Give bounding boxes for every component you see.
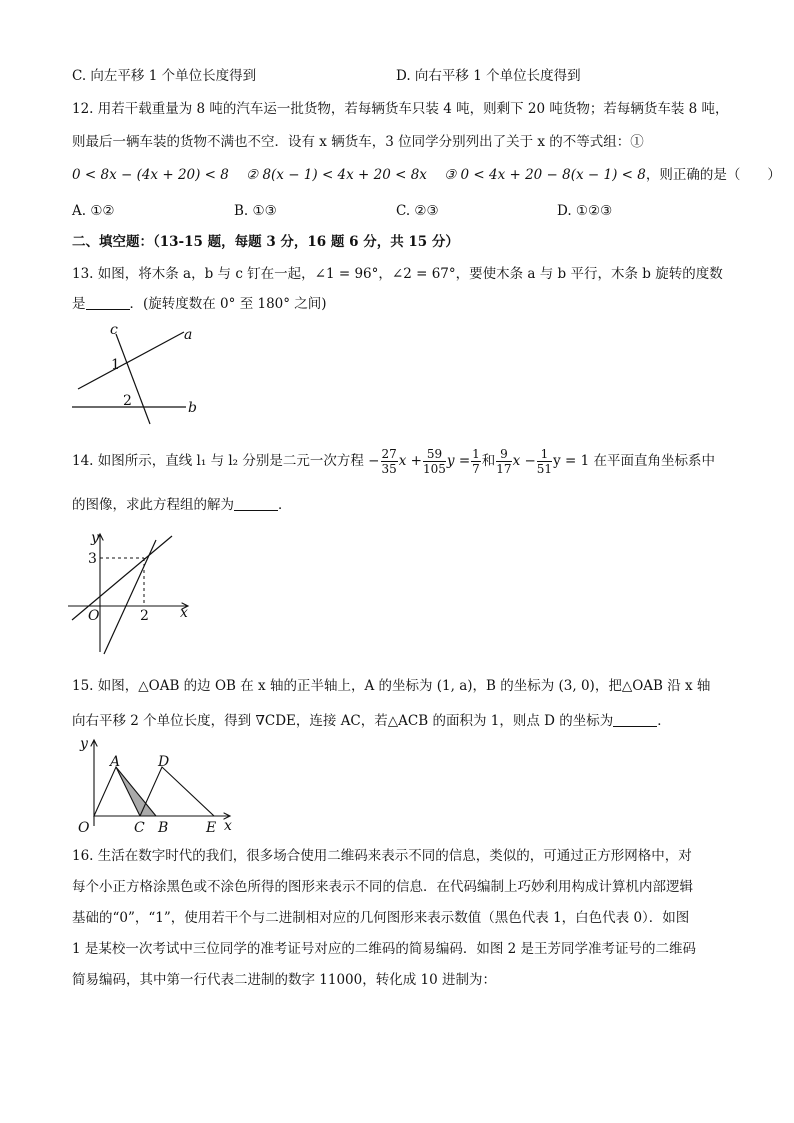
label-y-axis: y [80,736,88,752]
q15-line2-prefix: 向右平移 2 个单位长度，得到 ∇CDE，连接 AC，若△ACB 的面积为 1，则点 D 的坐标为 [72,713,614,729]
q13-line2-prefix: 是 [72,296,86,312]
q12-option-a: A. ①② [72,203,115,219]
q14-f4-den: 17 [496,462,512,476]
q14-f1-den: 35 [381,462,397,476]
q14-fraction-3 [471,447,481,476]
q14-fraction-5 [537,447,552,476]
q14-f5-den: 51 [536,462,553,476]
label-a: a [184,327,193,343]
q14-mid3: 和 [481,453,496,469]
q12-inequalities [72,165,781,185]
label-b: b [188,400,197,416]
q14-fraction-4 [496,447,511,476]
q14-f2-den: 105 [423,462,446,476]
q14-stem-line1 [72,444,715,478]
q16-stem-line5: 简易编码，其中第一行代表二进制的数字 11000，转化成 10 进制为： [72,972,496,988]
q13-stem-line2 [72,294,327,314]
label-angle-1: 1 [111,357,120,373]
q12-inequality-2: ② 8(x − 1) < 4x + 20 < 8x [246,167,427,183]
label-b: B [158,820,169,836]
figure-q14-coordinate-lines [64,528,204,658]
q16-stem-line3: 基础的“0”，“1”，使用若干个与二进制相对应的几何图形来表示数值（黑色代表 1，白色代表 0）．如图 [72,910,690,926]
q15-answer-blank [613,712,657,727]
label-y-axis: y [91,530,99,546]
label-o: O [78,820,90,836]
q16-stem-line4: 1 是某校一次考试中三位同学的准考证号对应的二维码的简易编码．如图 2 是王芳同学准考证号的二维码 [72,941,697,957]
label-c: c [110,322,118,338]
q13-answer-blank [86,295,130,310]
section-2-title: 二、填空题：（13-15 题，每题 3 分，16 题 6 分，共 15 分） [72,234,459,250]
label-a: A [110,754,121,770]
q14-f4-num: 9 [496,447,511,462]
q15-stem-line2 [72,711,671,731]
q14-answer-blank [234,496,278,511]
triangle-cde [140,767,214,816]
q15-line2-suffix: ． [657,713,671,729]
q14-f3-den: 7 [472,462,480,476]
q13-line2-suffix: ．(旋转度数在 0° 至 180° 之间) [129,296,327,312]
q12-inequality-1: 0 < 8x − (4x + 20) < 8 [72,167,229,183]
q12-stem-line2: 则最后一辆车装的货物不满也不空．设有 x 辆货车，3 位同学分别列出了关于 x 的不等式组：① [72,134,644,150]
q14-mid2: y = [446,453,471,469]
q11-option-c: C. 向左平移 1 个单位长度得到 [72,68,257,84]
q14-mid4: x − [512,453,536,469]
q14-fraction-1 [381,447,398,476]
q14-line2-suffix: ． [278,497,292,513]
label-origin: O [88,608,100,624]
q14-f3-num: 1 [472,447,480,461]
figure-q15-triangle-translation [70,734,250,838]
q14-mid1: x + [398,453,422,469]
q12-option-d: D. ①②③ [557,203,613,219]
q14-prefix: 14. 如图所示，直线 l₁ 与 l₂ 分别是二元一次方程 − [72,453,380,469]
label-e: E [206,820,217,836]
q14-f5-num: 1 [537,447,552,462]
label-tick-3: 3 [88,551,97,567]
q14-f1-num: 27 [381,447,397,461]
q12-ask: ，则正确的是（ ） [645,167,781,183]
q14-stem-line2 [72,495,292,515]
q16-stem-line2: 每个小正方格涂黑色或不涂色所得的图形来表示不同的信息．在代码编制上巧妙利用构成计算机内部逻辑 [72,879,693,895]
q12-option-c: C. ②③ [396,203,439,219]
q15-stem-line1: 15. 如图，△OAB 的边 OB 在 x 轴的正半轴上，A 的坐标为 (1, a)，B 的坐标为 (3, 0)，把△OAB 沿 x 轴 [72,678,711,694]
label-c: C [134,820,145,836]
q14-suffix: y = 1 在平面直角坐标系中 [553,453,715,469]
q13-stem-line1: 13. 如图，将木条 a，b 与 c 钉在一起，∠1 = 96°，∠2 = 67°，要使木条 a 与 b 平行，木条 b 旋转的度数 [72,266,723,282]
label-d: D [158,754,170,770]
line-c [116,334,150,424]
q12-option-b: B. ①③ [234,203,277,219]
figure-q13-wood-strips [66,318,216,430]
line-l1 [72,536,172,620]
q14-fraction-2 [423,447,446,476]
q12-stem-line1: 12. 用若干载重量为 8 吨的汽车运一批货物，若每辆货车只装 4 吨，则剩下 20 吨货物；若每辆货车装 8 吨， [72,101,729,117]
q16-stem-line1: 16. 生活在数字时代的我们，很多场合使用二维码来表示不同的信息，类似的，可通过正方形网格中，对 [72,848,692,864]
q14-line2-prefix: 的图像，求此方程组的解为 [72,497,234,513]
label-x-axis: x [224,818,232,834]
q12-inequality-3: ③ 0 < 4x + 20 − 8(x − 1) < 8 [444,167,646,183]
line-l2 [104,540,156,654]
q11-option-d: D. 向右平移 1 个单位长度得到 [396,68,581,84]
label-x-axis: x [180,605,188,621]
label-angle-2: 2 [123,393,132,409]
q14-f2-num: 59 [423,447,446,462]
label-tick-2: 2 [140,608,149,624]
line-a [78,332,184,389]
